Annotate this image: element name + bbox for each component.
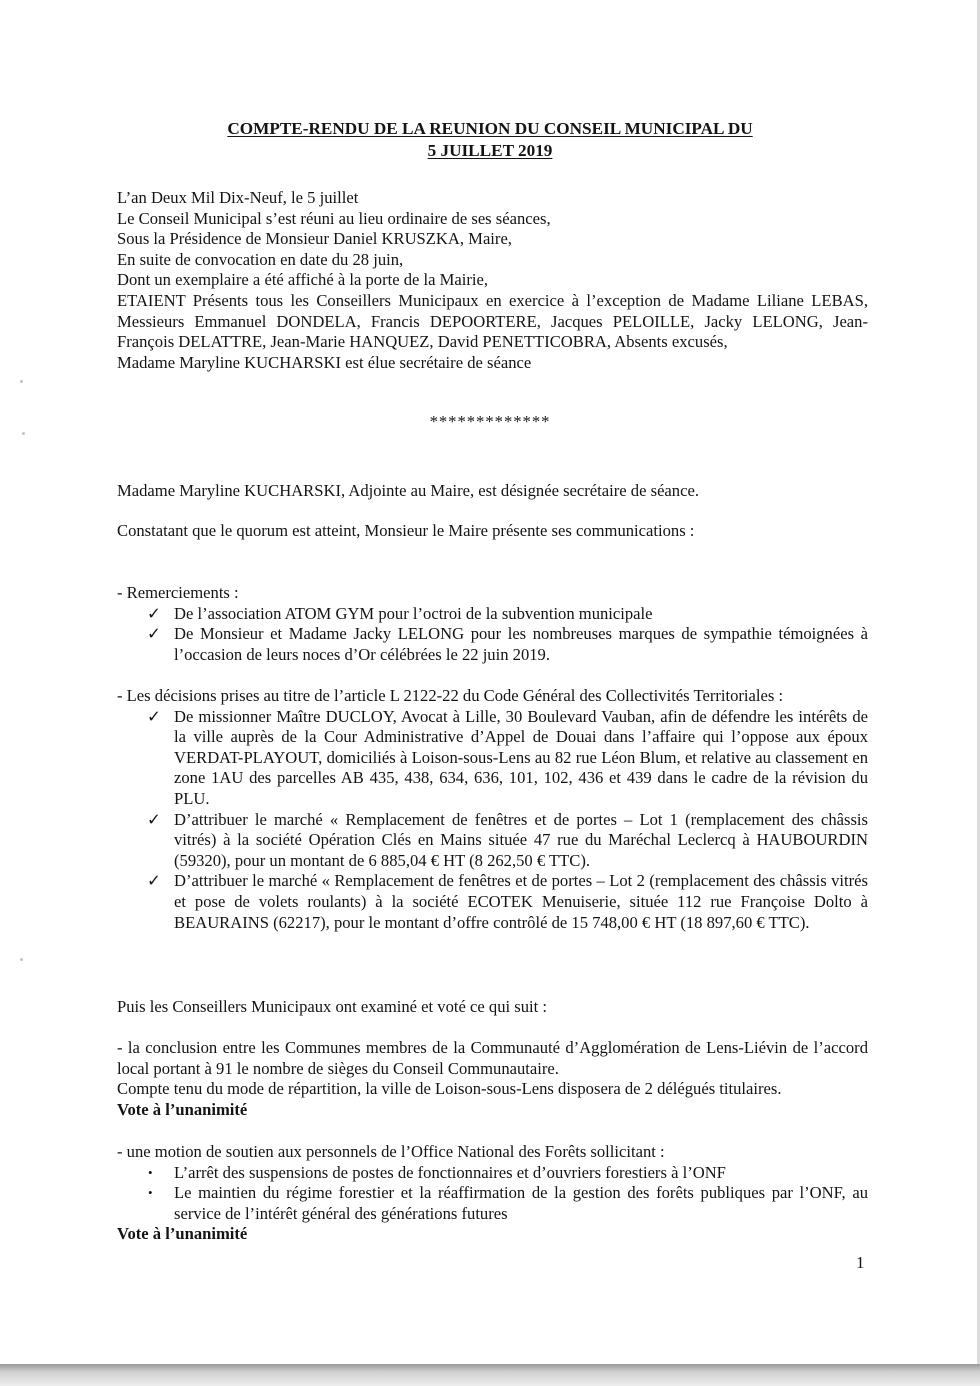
check-icon: ✓: [147, 706, 161, 726]
section-separator: *************: [429, 412, 551, 431]
attendance-paragraph: ETAIENT Présents tous les Conseillers Municipaux en exercice à l’exception de Madame Liliane LEBAS, Messieurs Emmanuel DONDELA, Francis DEPOORTERE, Jacques PELOILLE, Jacky LELONG, Jean-François DELATTRE, Jean-Marie HANQUEZ, David PENETTICOBRA, Absents excusés,: [117, 290, 868, 352]
page-number: 1: [856, 1253, 865, 1272]
agglomeration-text: - la conclusion entre les Communes membres de la Communauté d’Agglomération de Lens-Liévin de l’accord local portant à 91 le nombre de sièges du Conseil Communautaire.: [117, 1038, 868, 1078]
title-line-2: 5 JUILLET 2019: [427, 141, 553, 160]
list-item: [117, 810, 868, 872]
delegates-text: Compte tenu du mode de répartition, la ville de Loison-sous-Lens disposera de 2 délégués titulaires.: [117, 1079, 782, 1099]
list-item: [117, 624, 868, 665]
decisions-list: [117, 707, 868, 934]
check-icon: ✓: [147, 624, 161, 644]
onf-item-text: Le maintien du régime forestier et la réaffirmation de la gestion des forêts publiques par l’ONF, au service de l’intérêt général des générations futures: [174, 1183, 868, 1223]
thanks-section: [117, 583, 868, 665]
preamble-date: L’an Deux Mil Dix-Neuf, le 5 juillet: [117, 188, 359, 207]
decisions-section: [117, 686, 868, 933]
quorum-statement: Constatant que le quorum est atteint, Monsieur le Maire présente ses communications :: [117, 521, 695, 540]
preamble-meeting: Le Conseil Municipal s’est réuni au lieu ordinaire de ses séances,: [117, 208, 551, 228]
onf-list: [117, 1163, 868, 1225]
thanks-item-text: De l’association ATOM GYM pour l’octroi de la subvention municipale: [174, 603, 653, 623]
bullet-icon: •: [148, 1185, 153, 1201]
preamble-convocation: En suite de convocation en date du 28 juin,: [117, 249, 404, 269]
thanks-heading: - Remerciements :: [117, 583, 239, 602]
onf-section: [117, 1142, 868, 1245]
list-item: [117, 707, 868, 810]
onf-heading: - une motion de soutien aux personnels de l’Office National des Forêts sollicitant :: [117, 1142, 665, 1161]
decision-item-text: D’attribuer le marché « Remplacement de fenêtres et de portes – Lot 2 (remplacement des châssis vitrés et pose de volets roulants) à la société ECOTEK Menuiserie, située 112 rue Françoise Dolto à BEAURAINS (62217), pour le montant d’offre contrôlé de 15 748,00 € HT (18 897,60 € TTC).: [174, 871, 868, 932]
scan-speck: [20, 958, 23, 961]
preamble-posting: Dont un exemplaire a été affiché à la porte de la Mairie,: [117, 270, 489, 290]
votes-intro: Puis les Conseillers Municipaux ont examiné et voté ce qui suit :: [117, 997, 547, 1016]
bullet-icon: •: [148, 1164, 153, 1180]
scan-speck: [20, 380, 23, 383]
list-item: [117, 871, 868, 933]
decision-item-text: D’attribuer le marché « Remplacement de fenêtres et de portes – Lot 1 (remplacement des châssis vitrés) à la société Opération Clés en Mains située 47 rue du Maréchal Leclercq à HAUBOURDIN (59320), pour un montant de 6 885,04 € HT (8 262,50 € TTC).: [174, 809, 868, 870]
decisions-heading: - Les décisions prises au titre de l’article L 2122-22 du Code Général des Collectivités Territoriales :: [117, 686, 784, 705]
title-line-1: COMPTE-RENDU DE LA REUNION DU CONSEIL MUNICIPAL DU: [227, 119, 753, 138]
vote-result: Vote à l’unanimité: [117, 1099, 248, 1119]
check-icon: ✓: [147, 603, 161, 623]
thanks-list: [117, 604, 868, 666]
agglomeration-section: [117, 1038, 868, 1120]
list-item: [117, 1183, 868, 1224]
list-item: [117, 604, 868, 625]
preamble: [117, 188, 868, 373]
decision-item-text: De missionner Maître DUCLOY, Avocat à Lille, 30 Boulevard Vauban, afin de défendre les intérêts de la ville auprès de la Cour Administrative d’Appel de Douai dans l’affaire qui l’oppose aux époux VERDAT-PLAYOUT, domiciliés à Loison-sous-Lens au 82 rue Léon Blum, et relative au classement en zone 1AU des parcelles AB 435, 438, 634, 636, 101, 102, 436 et 439 dans le cadre de la révision du PLU.: [174, 706, 868, 808]
check-icon: ✓: [147, 871, 161, 891]
secretary-election: Madame Maryline KUCHARSKI est élue secrétaire de séance: [117, 352, 532, 372]
list-item: [117, 1163, 868, 1184]
check-icon: ✓: [147, 809, 161, 829]
onf-item-text: L’arrêt des suspensions de postes de fonctionnaires et d’ouvriers forestiers à l’ONF: [174, 1162, 726, 1182]
secretary-designation: Madame Maryline KUCHARSKI, Adjointe au Maire, est désignée secrétaire de séance.: [117, 481, 699, 500]
preamble-presidency: Sous la Présidence de Monsieur Daniel KRUSZKA, Maire,: [117, 229, 512, 249]
document-title: [150, 118, 830, 162]
vote-result: Vote à l’unanimité: [117, 1224, 248, 1244]
thanks-item-text: De Monsieur et Madame Jacky LELONG pour les nombreuses marques de sympathie témoignées à l’occasion de leurs noces d’Or célébrées le 22 juin 2019.: [174, 624, 868, 664]
scan-bottom-edge: [0, 1364, 980, 1386]
